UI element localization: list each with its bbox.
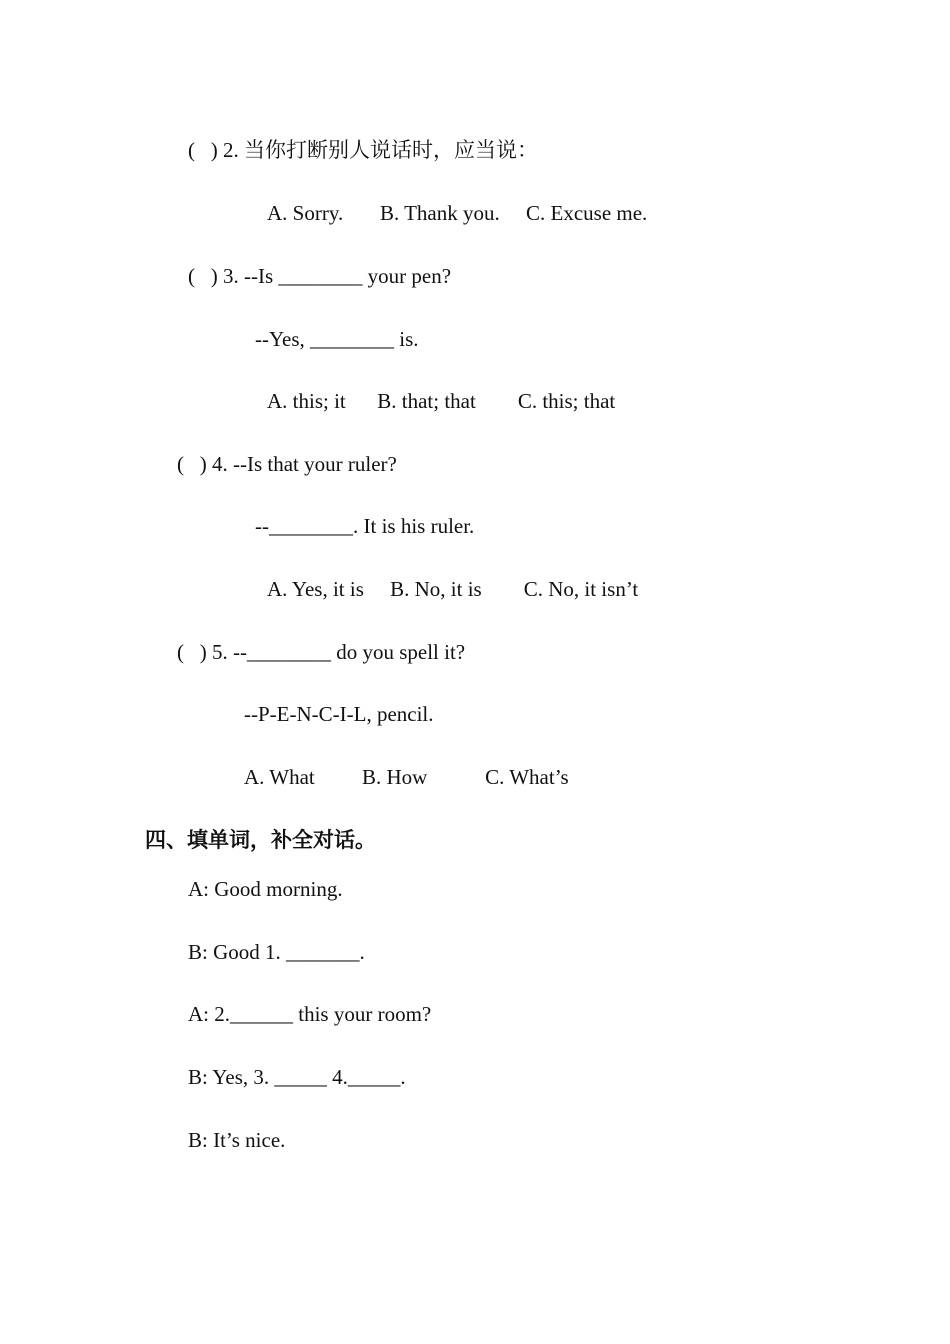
dialogue-line-2: B: Good 1. _______. <box>188 940 365 964</box>
question-5-reply: --P-E-N-C-I-L, pencil. <box>244 702 434 726</box>
question-2-stem: ( ) 2. 当你打断别人说话时，应当说： <box>188 138 538 162</box>
question-3-options: A. this; it B. that; that C. this; that <box>267 389 616 413</box>
dialogue-line-3: A: 2.______ this your room? <box>188 1002 432 1026</box>
question-5-stem: ( ) 5. --________ do you spell it? <box>177 640 466 664</box>
question-4-reply: --________. It is his ruler. <box>255 514 475 538</box>
question-4-stem: ( ) 4. --Is that your ruler? <box>177 452 397 476</box>
dialogue-line-4: B: Yes, 3. _____ 4._____. <box>188 1065 406 1089</box>
question-5-options: A. What B. How C. What’s <box>244 765 569 789</box>
section-4-heading: 四、填单词，补全对话。 <box>145 828 376 852</box>
question-4-options: A. Yes, it is B. No, it is C. No, it isn’t <box>267 577 639 601</box>
question-3-stem: ( ) 3. --Is ________ your pen? <box>188 264 452 288</box>
question-3-reply: --Yes, ________ is. <box>255 327 419 351</box>
dialogue-line-5: B: It’s nice. <box>188 1128 286 1152</box>
dialogue-line-1: A: Good morning. <box>188 877 343 901</box>
question-2-options: A. Sorry. B. Thank you. C. Excuse me. <box>267 201 648 225</box>
